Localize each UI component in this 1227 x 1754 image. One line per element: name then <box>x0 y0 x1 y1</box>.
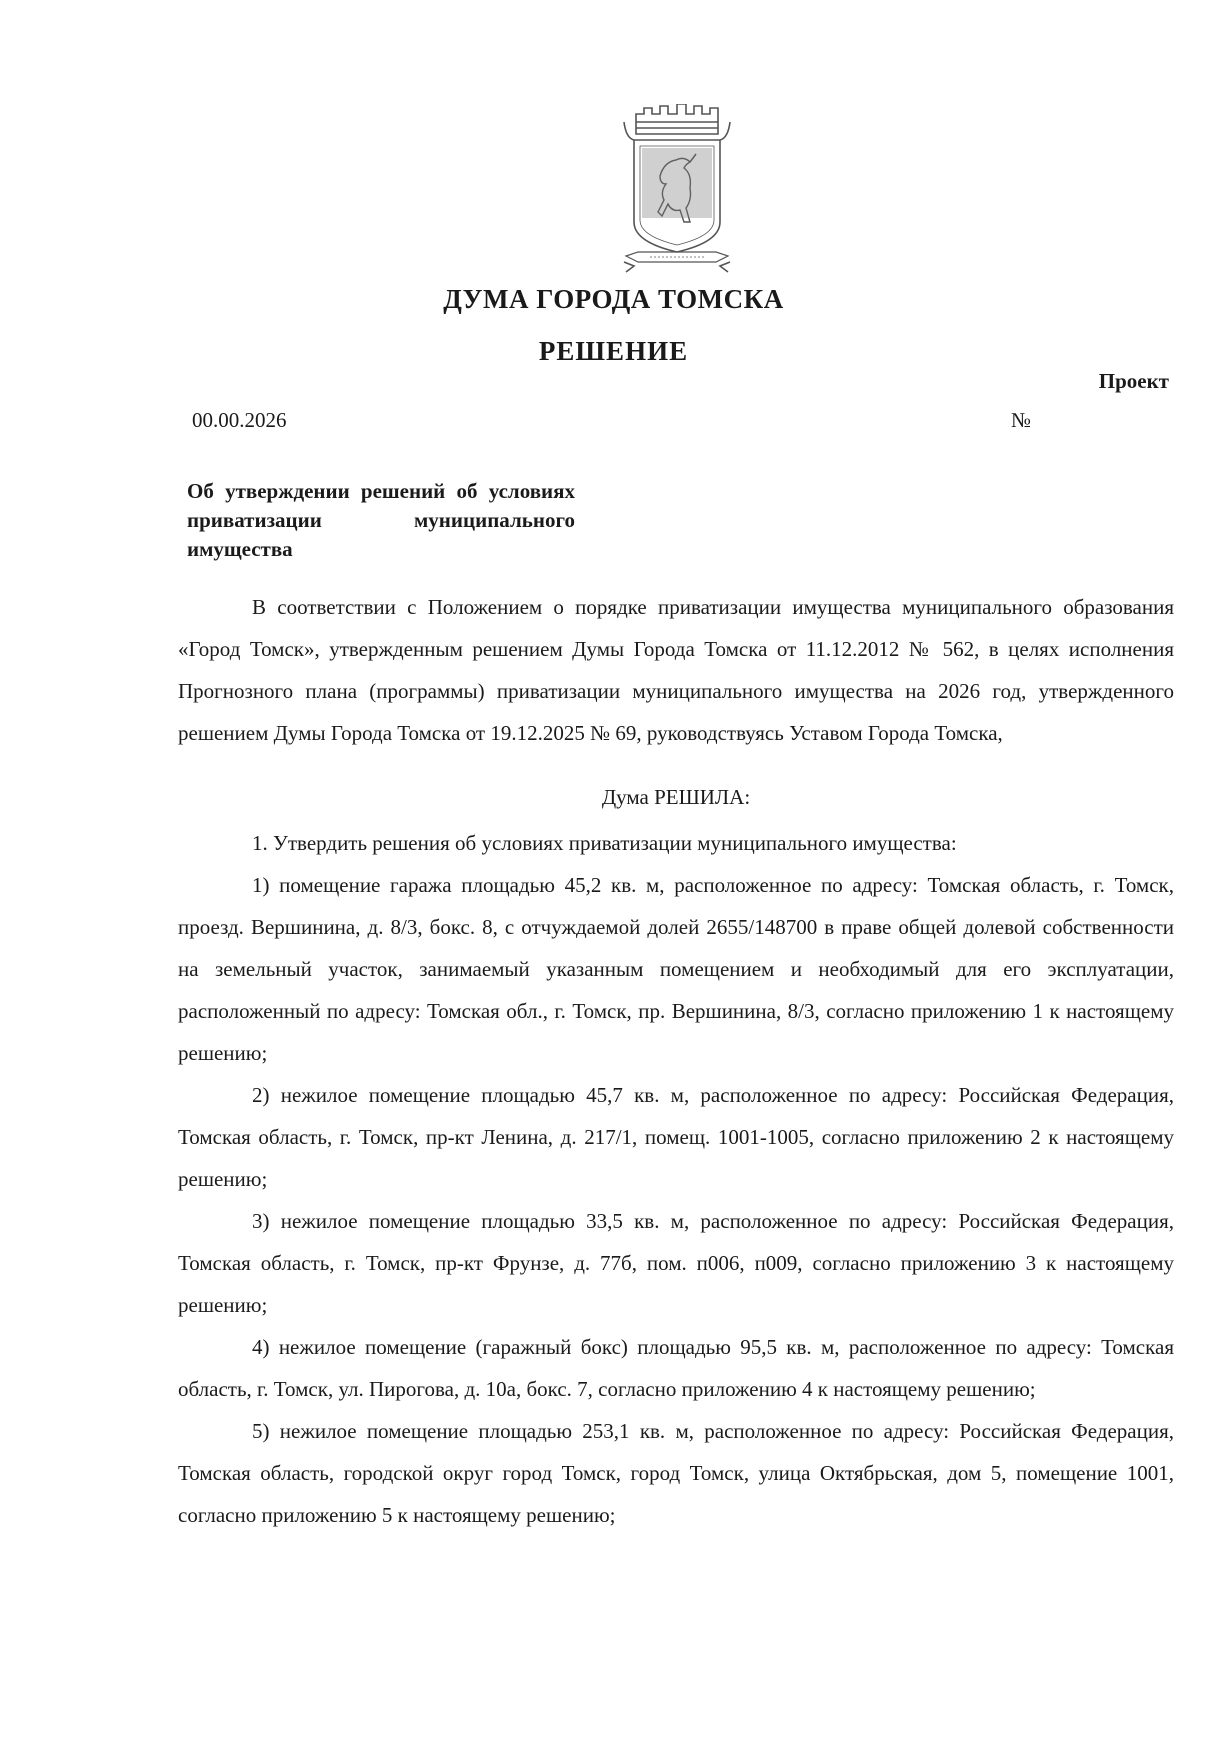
list-item: 4) нежилое помещение (гаражный бокс) площадью 95,5 кв. м, расположенное по адресу: Томская область, г. Томск, ул. Пирогова, д. 10а, бокс. 7, согласно приложению 4 к настоящему решению; <box>178 1335 1174 1401</box>
list-item: 5) нежилое помещение площадью 253,1 кв. м, расположенное по адресу: Российская Федерация, Томская область, городской округ город Томск, город Томск, улица Октябрьская, дом 5, помещение 1001, согласно приложению 5 к настоящему решению; <box>178 1419 1174 1527</box>
list-item: 1) помещение гаража площадью 45,2 кв. м, расположенное по адресу: Томская область, г. Томск, проезд. Вершинина, д. 8/3, бокс. 8, с отчуждаемой долей 2655/148700 в праве общей долевой собственности на земельный участок, занимаемый указанным помещением и необходимый для его эксплуатации, расположенный по адресу: Томская обл., г. Томск, пр. Вершинина, 8/3, согласно приложению 1 к настоящему решению; <box>178 873 1174 1065</box>
preamble-paragraph: В соответствии с Положением о порядке приватизации имущества муниципального образования «Город Томск», утвержденным решением Думы Города Томска от 11.12.2012 № 562, в целях исполнения Прогнозного плана (программы) приватизации муниципального имущества на 2026 год, утвержденного решением Думы Города Томска от 19.12.2025 № 69, руководствуясь Уставом Города Томска, <box>178 595 1174 745</box>
list-item: 2) нежилое помещение площадью 45,7 кв. м, расположенное по адресу: Российская Федерация, Томская область, г. Томск, пр-кт Ленина, д. 217/1, помещ. 1001-1005, согласно приложению 2 к настоящему решению; <box>178 1083 1174 1191</box>
coat-of-arms <box>620 104 734 280</box>
document-body <box>178 586 1174 1536</box>
draft-label: Проект <box>1098 369 1169 393</box>
resolution-heading: Дума РЕШИЛА: <box>601 785 751 809</box>
document-type: РЕШЕНИЕ <box>538 336 689 366</box>
list-item: 3) нежилое помещение площадью 33,5 кв. м, расположенное по адресу: Российская Федерация, Томская область, г. Томск, пр-кт Фрунзе, д. 77б, пом. п006, п009, согласно приложению 3 к настоящему решению; <box>178 1209 1174 1317</box>
document-number: № <box>1011 408 1032 432</box>
document-date: 00.00.2026 <box>192 408 287 432</box>
point-1: 1. Утвердить решения об условиях приватизации муниципального имущества: <box>252 831 957 855</box>
document-subject: Об утверждении решений об условиях приватизации муниципального имущества <box>187 479 575 561</box>
organization-name: ДУМА ГОРОДА ТОМСКА <box>443 284 784 314</box>
